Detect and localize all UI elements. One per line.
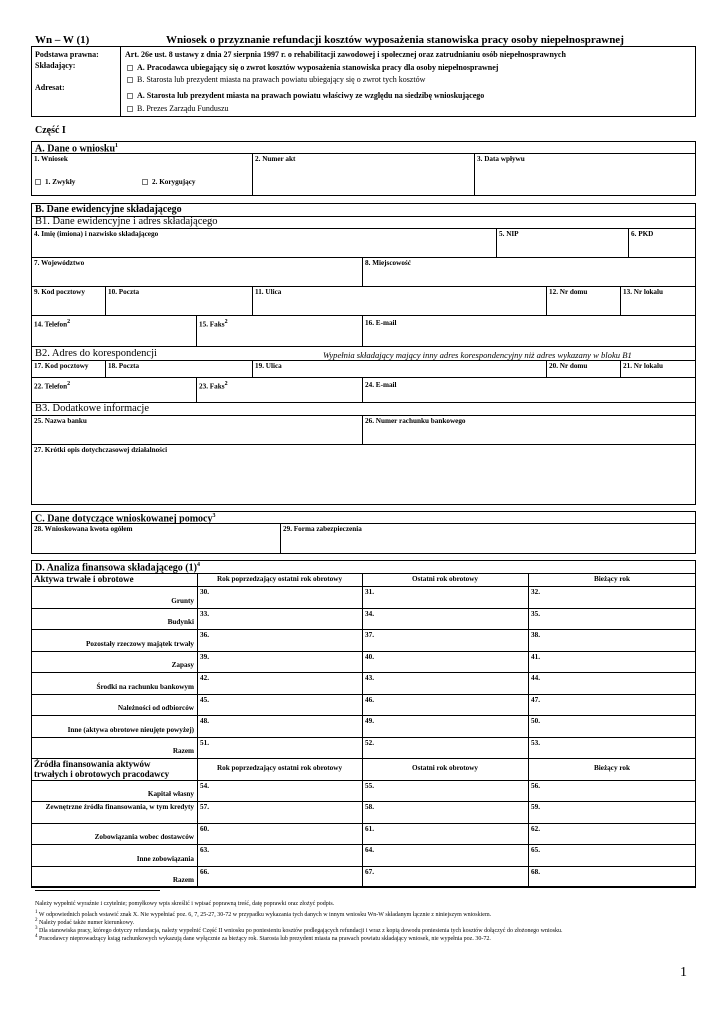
field-8-label: 8. Miejscowość — [365, 259, 411, 267]
field-25-label: 25. Nazwa banku — [34, 417, 87, 425]
sources-cell-number: 62. — [531, 824, 540, 833]
option-regular[interactable]: 1. Zwykły — [35, 179, 75, 186]
assets-cell-number: 31. — [365, 588, 374, 596]
field-12-label: 12. Nr domu — [549, 288, 588, 296]
field-5-label: 5. NIP — [499, 230, 519, 238]
applicant-label: Składający: — [35, 61, 76, 70]
assets-row-label: Razem — [172, 747, 194, 755]
assets-cell-number: 36. — [200, 631, 209, 639]
field-2-label: 2. Numer akt — [255, 155, 296, 163]
field-27-label: 27. Krótki opis dotychczasowej działalności — [34, 446, 168, 454]
footnote: Należy wypełnić wyraźnie i czytelnie; pomyłkowy wpis skreślić i wpisać poprawną treść, datę poprawki oraz złożyć podpis. — [35, 901, 335, 907]
section-d-title: D. Analiza finansowa składającego $(1)^4$ — [35, 562, 200, 574]
field-20-label: 20. Nr domu — [549, 362, 588, 370]
sources-group-heading: Źródła finansowania aktywów — [34, 759, 151, 769]
assets-cell-number: 49. — [365, 717, 374, 725]
field-21-label: 21. Nr lokalu — [623, 362, 664, 370]
section-c-title: C. Dane dotyczące wnioskowanej pomocy$^3$ — [35, 513, 216, 525]
column-header-col2: Ostatni rok obrotowy — [411, 575, 479, 583]
column-header-col1: Rok poprzedzający ostatni rok obrotowy — [216, 575, 343, 583]
field-24-label: 24. E-mail — [365, 381, 397, 389]
sources-cell-number: 67. — [365, 867, 374, 876]
form-code: Wn – W (1) — [35, 34, 90, 46]
sources-cell-number: 59. — [531, 803, 540, 812]
field-22-label: 22. Telefon$^2$ — [34, 381, 71, 391]
field-6-label: 6. PKD — [631, 230, 654, 238]
field-13-label: 13. Nr lokalu — [623, 288, 664, 296]
sources-cell-number: 54. — [200, 782, 209, 790]
field-10-label: 10. Poczta — [108, 288, 140, 296]
field-15-label: 15. Faks$^2$ — [199, 319, 228, 329]
sources-row-label: Zobowiązania wobec dostawców — [94, 833, 194, 842]
applicant-option-b[interactable]: B. Starosta lub prezydent miasta na prawach powiatu ubiegający się o zwrot tych kosztów — [127, 76, 425, 84]
field-23-label: 23. Faks$^2$ — [199, 381, 228, 391]
section-a — [31, 141, 696, 196]
assets-row-label: Środki na rachunku bankowym — [96, 682, 194, 691]
checkbox[interactable] — [127, 93, 133, 99]
assets-cell-number: 42. — [200, 674, 209, 682]
sources-cell-number: 65. — [531, 846, 540, 855]
assets-cell-number: 43. — [365, 674, 374, 682]
field-4-label: 4. Imię (imiona) i nazwisko składającego — [34, 230, 159, 238]
block-b2-title: B2. Adres do korespondencji — [35, 348, 157, 359]
basis-label: Podstawa prawna: — [35, 50, 99, 59]
addressee-label: Adresat: — [35, 83, 65, 92]
assets-cell-number: 53. — [531, 738, 540, 747]
assets-row-label: Pozostały rzeczowy majątek trwały — [86, 639, 194, 648]
field-7-label: 7. Województwo — [34, 259, 85, 267]
checkbox[interactable] — [142, 179, 148, 185]
sources-cell-number: 57. — [200, 803, 209, 812]
assets-row-label: Budynki — [167, 618, 194, 626]
field-1-label: 1. Wniosek — [34, 155, 68, 163]
assets-cell-number: 44. — [531, 674, 540, 682]
field-11-label: 11. Ulica — [255, 288, 282, 296]
assets-cell-number: 37. — [365, 631, 374, 639]
assets-cell-number: 39. — [200, 652, 209, 661]
sources-cell-number: 66. — [200, 867, 209, 876]
block-b2-note: Wypełnia składający mający inny adres korespondencyjny niż adres wykazany w bloku B1 — [323, 350, 632, 360]
checkbox[interactable] — [127, 65, 133, 71]
assets-row-label: Grunty — [171, 596, 194, 605]
sources-cell-number: 55. — [365, 782, 374, 790]
section-b-title: B. Dane ewidencyjne składającego — [35, 204, 182, 215]
assets-cell-number: 32. — [531, 588, 540, 596]
option-corrective[interactable]: 2. Korygujący — [142, 179, 196, 186]
sources-row-label: Kapitał własny — [147, 790, 194, 799]
field-17-label: 17. Kod pocztowy — [34, 362, 89, 370]
sources-cell-number: 56. — [531, 782, 540, 790]
form-title: Wniosek o przyznanie refundacji kosztów wyposażenia stanowiska pracy osoby niepełnosprawnej — [166, 34, 624, 46]
field-29-label: 29. Forma zabezpieczenia — [283, 525, 362, 533]
checkbox[interactable] — [35, 179, 41, 185]
field-19-label: 19. Ulica — [255, 362, 282, 370]
sources-group-heading-line2: trwałych i obrotowych pracodawcy — [34, 769, 170, 779]
assets-cell-number: 46. — [365, 695, 374, 704]
sources-cell-number: 58. — [365, 803, 374, 812]
column-header-col3: Bieżący rok — [594, 575, 630, 583]
footnote: $^4$ Pracodawcy nieprowadzący ksiąg rachunkowych wykazują dane wyłącznie za bieżący rok. Starosta lub prezydent miasta na prawach powiatu składający wniosek, nie wypełnia poz. 30-72. — [35, 934, 491, 942]
sources-row-label: Zewnętrzne źródła finansowania, w tym kredyty — [45, 802, 194, 811]
field-28-label: 28. Wnioskowana kwota ogółem — [34, 525, 133, 533]
assets-row-label: Zapasy — [171, 661, 194, 669]
column-header-col3: Bieżący rok — [594, 764, 630, 772]
section-a-title: A. Dane o wniosku$^1$ — [35, 143, 119, 155]
assets-cell-number: 51. — [200, 738, 209, 747]
addressee-option-b[interactable]: B. Prezes Zarządu Funduszu — [127, 105, 229, 113]
basis-text: Art. 26e ust. 8 ustawy z dnia 27 sierpnia 1997 r. o rehabilitacji zawodowej i społecznej oraz zatrudnianiu osób niepełnosprawnych — [125, 50, 566, 59]
checkbox[interactable] — [127, 106, 133, 112]
assets-cell-number: 41. — [531, 652, 540, 661]
field-26-label: 26. Numer rachunku bankowego — [365, 417, 466, 425]
checkbox[interactable] — [127, 77, 133, 83]
sources-cell-number: 64. — [365, 846, 374, 855]
column-header-col1: Rok poprzedzający ostatni rok obrotowy — [216, 764, 343, 772]
assets-cell-number: 34. — [365, 609, 374, 618]
assets-row-label: Inne (aktywa obrotowe nieujęte powyżej) — [67, 725, 194, 734]
assets-cell-number: 45. — [200, 695, 209, 704]
page-number: 1 — [680, 965, 687, 980]
field-14-label: 14. Telefon$^2$ — [34, 319, 71, 329]
assets-cell-number: 33. — [200, 609, 209, 618]
assets-cell-number: 52. — [365, 738, 374, 747]
assets-cell-number: 35. — [531, 609, 540, 618]
assets-cell-number: 48. — [200, 717, 209, 725]
assets-cell-number: 47. — [531, 695, 540, 704]
assets-cell-number: 50. — [531, 717, 540, 725]
field-9-label: 9. Kod pocztowy — [34, 288, 85, 296]
assets-cell-number: 40. — [365, 652, 374, 661]
column-header-col2: Ostatni rok obrotowy — [411, 764, 479, 772]
addressee-option-a[interactable]: A. Starosta lub prezydent miasta na prawach powiatu właściwy ze względu na siedzibę wnioskującego — [127, 92, 484, 100]
block-b1-title: B1. Dane ewidencyjne i adres składającego — [35, 216, 218, 227]
field-3-label: 3. Data wpływu — [477, 155, 525, 163]
assets-cell-number: 30. — [200, 588, 209, 596]
assets-row-label: Należności od odbiorców — [117, 704, 194, 712]
sources-cell-number: 60. — [200, 824, 209, 833]
footnote: $^2$ Należy podać także numer kierunkowy. — [35, 918, 135, 926]
footnote: $^3$ Dla stanowiska pracy, którego dotyczy refundacja, należy wypełnić Część II wniosku po poniesieniu kosztów podlegających refundacji i wraz z kopią dowodu poniesienia tych kosztów dołączyć do złożonego wniosku. — [35, 926, 563, 934]
sources-row-label: Inne zobowiązania — [136, 854, 194, 863]
footnote: $^1$ W odpowiednich polach wstawić znak X. Nie wypełniać poz. 6, 7, 25-27, 30-72 w przypadku wykazania tych danych w innym wniosku Wn-W składanym łącznie z niniejszym wnioskiem. — [35, 910, 492, 918]
sources-cell-number: 68. — [531, 867, 540, 876]
assets-group-heading: Aktywa trwałe i obrotowe — [34, 574, 134, 584]
part-title: Część I — [35, 125, 66, 136]
field-16-label: 16. E-mail — [365, 319, 397, 327]
sources-row-label: Razem — [172, 876, 194, 884]
sources-cell-number: 61. — [365, 824, 374, 833]
block-b3-title: B3. Dodatkowe informacje — [35, 403, 150, 414]
field-18-label: 18. Poczta — [108, 362, 140, 370]
assets-cell-number: 38. — [531, 631, 540, 639]
sources-cell-number: 63. — [200, 846, 209, 855]
applicant-option-a[interactable]: A. Pracodawca ubiegający się o zwrot kosztów wyposażenia stanowiska pracy dla osoby niepełnosprawnej — [127, 64, 498, 72]
